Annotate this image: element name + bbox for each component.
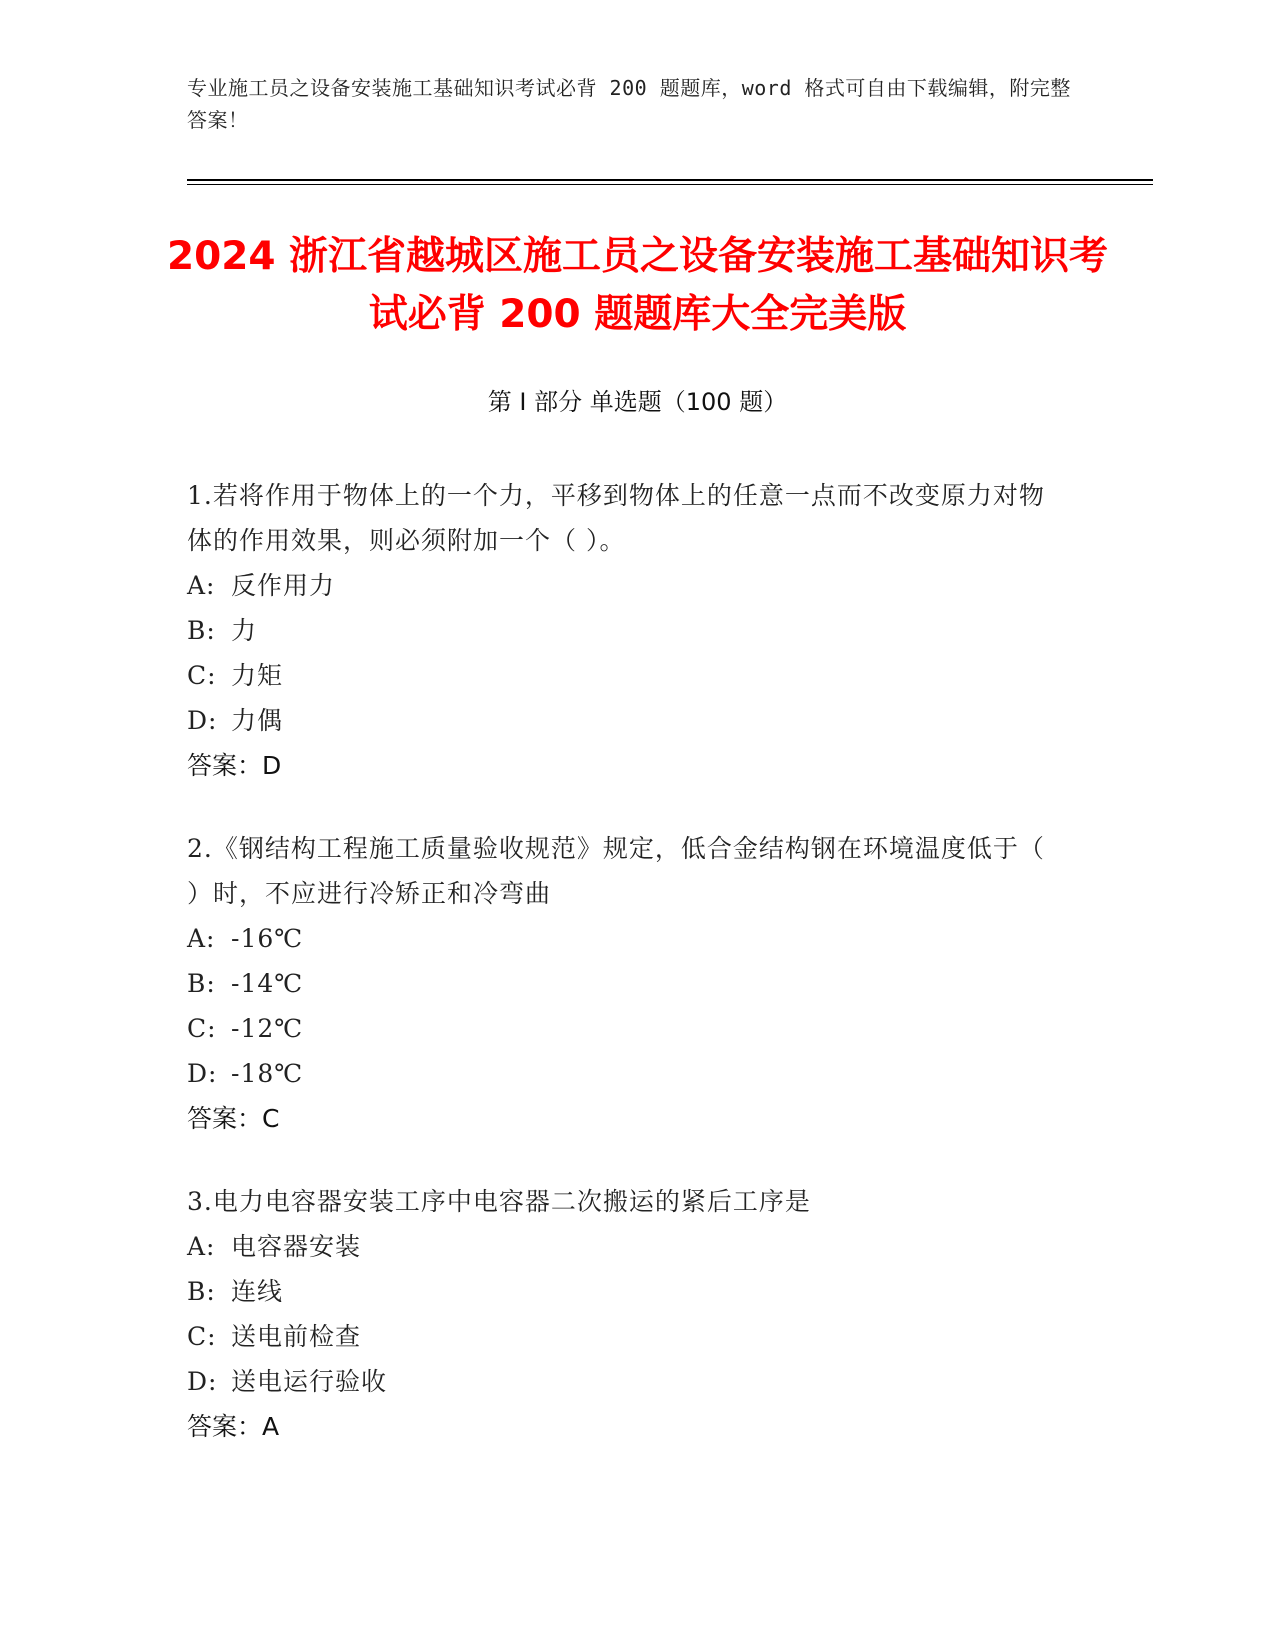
option-letter: C: xyxy=(187,661,217,690)
option-text: -16℃ xyxy=(231,924,304,953)
option-text: -18℃ xyxy=(231,1059,304,1088)
option-text: -14℃ xyxy=(231,969,304,998)
option-letter: B: xyxy=(187,969,216,998)
option-text: 反作用力 xyxy=(231,571,336,600)
option-text: 力 xyxy=(231,616,258,645)
option-c xyxy=(187,1006,1067,1051)
option-letter: C: xyxy=(187,1014,217,1043)
option-b xyxy=(187,961,1067,1006)
question-stem: 3.电力电容器安装工序中电容器二次搬运的紧后工序是 xyxy=(187,1187,811,1216)
answer-line: 答案：D xyxy=(187,751,282,780)
question-stem: 2.《钢结构工程施工质量验收规范》规定，低合金结构钢在环境温度低于（ ）时，不应进行冷矫正和冷弯曲 xyxy=(187,834,1045,908)
option-letter: D: xyxy=(187,1059,218,1088)
option-letter: B: xyxy=(187,1277,216,1306)
option-d xyxy=(187,1359,1067,1404)
answer-line: 答案：A xyxy=(187,1412,280,1441)
option-text: 电容器安装 xyxy=(231,1232,362,1261)
option-d xyxy=(187,1051,1067,1096)
option-letter: C: xyxy=(187,1322,217,1351)
option-letter: A: xyxy=(187,571,216,600)
question-1 xyxy=(187,473,1067,788)
option-c xyxy=(187,1314,1067,1359)
question-3 xyxy=(187,1179,1067,1449)
option-letter: D: xyxy=(187,1367,218,1396)
option-b xyxy=(187,608,1067,653)
question-2 xyxy=(187,826,1067,1141)
option-letter: A: xyxy=(187,924,216,953)
option-a xyxy=(187,563,1067,608)
document-title: 2024 浙江省越城区施工员之设备安装施工基础知识考试必背 200 题题库大全完美版 xyxy=(166,234,1109,337)
question-list xyxy=(187,473,1067,1487)
option-text: -12℃ xyxy=(231,1014,304,1043)
option-letter: B: xyxy=(187,616,216,645)
answer-line: 答案：C xyxy=(187,1104,280,1133)
header-rule-thick xyxy=(187,179,1153,181)
option-c xyxy=(187,653,1067,698)
section-title: 第 I 部分 单选题（100 题） xyxy=(487,388,788,416)
option-b xyxy=(187,1269,1067,1314)
option-text: 力矩 xyxy=(231,661,284,690)
option-text: 送电运行验收 xyxy=(231,1367,388,1396)
header-note: 专业施工员之设备安装施工基础知识考试必背 200 题题库，word 格式可自由下载编辑，附完整答案！ xyxy=(187,76,1071,132)
option-letter: A: xyxy=(187,1232,216,1261)
option-text: 连线 xyxy=(231,1277,284,1306)
option-a xyxy=(187,916,1067,961)
option-d xyxy=(187,698,1067,743)
option-text: 力偶 xyxy=(231,706,284,735)
option-letter: D: xyxy=(187,706,218,735)
header-rule-thin xyxy=(187,184,1153,185)
option-text: 送电前检查 xyxy=(231,1322,362,1351)
question-stem: 1.若将作用于物体上的一个力，平移到物体上的任意一点而不改变原力对物体的作用效果，则必须附加一个（ ）。 xyxy=(187,481,1045,555)
option-a xyxy=(187,1224,1067,1269)
